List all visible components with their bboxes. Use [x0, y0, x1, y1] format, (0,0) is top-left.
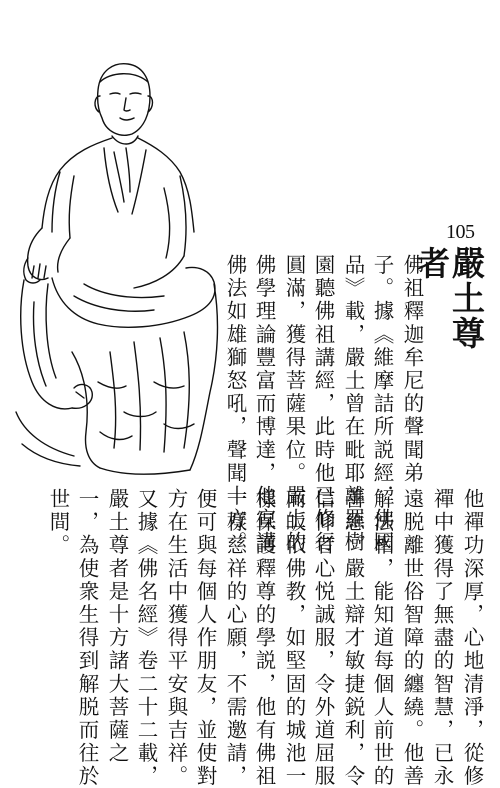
lower-text-column: 他禪功深厚，心地清淨，從修	[460, 488, 484, 788]
upper-text-column: 佛法如雄獅怒吼，聲聞十方。	[223, 254, 247, 555]
lower-text-column: 禪中獲得了無盡的智慧，已永	[430, 488, 454, 788]
upper-text-column: 圓滿，獲得菩薩果位。嚴土的	[282, 254, 306, 555]
seated-arhat-illustration	[14, 52, 224, 482]
lower-text-column: 一，為使衆生得到解脱而往於	[75, 488, 99, 788]
upper-text-column: 品》載，嚴土曾在毗耶離羅樹	[341, 254, 365, 555]
lower-text-column: 解法相，能知道每個人前世的	[370, 488, 394, 788]
lower-text-column: 樣保護釋尊的學説，他有佛祖	[252, 488, 276, 788]
lower-text-column: 而皈依佛教，如堅固的城池一	[282, 488, 306, 788]
lower-text-column: 便可與每個人作朋友，並使對	[193, 488, 217, 788]
lower-text-column: 方在生活中獲得平安與吉祥。	[164, 488, 188, 788]
section-title: 嚴土尊者	[412, 246, 486, 351]
lower-text-column: 一樣慈祥的心願，不需邀請，	[223, 488, 247, 788]
lower-text-column: 信仰者心悦誠服，令外道屈服	[311, 488, 335, 788]
lower-text-column: 嚴土尊者是十方諸大菩薩之	[105, 488, 129, 766]
upper-text-column: 園聽佛祖講經，此時他已修行	[311, 254, 335, 555]
section-number: 105	[446, 221, 475, 243]
upper-text-column: 子。據《維摩詰所説經．佛國	[370, 254, 394, 555]
lower-text-column: 善惡。嚴土辯才敏捷鋭利，令	[341, 488, 365, 788]
upper-text-column: 佛學理論豐富而博達，他宣講	[252, 254, 276, 555]
section-heading	[412, 221, 488, 352]
lower-text-column: 又據《佛名經》卷二十二載，	[134, 488, 158, 788]
upper-text-column: 佛祖釋迦牟尼的聲聞弟	[400, 254, 424, 485]
lower-text-column: 世間。	[46, 488, 70, 558]
lower-text-column: 遠脱離世俗智障的纏繞。他善	[400, 488, 424, 788]
